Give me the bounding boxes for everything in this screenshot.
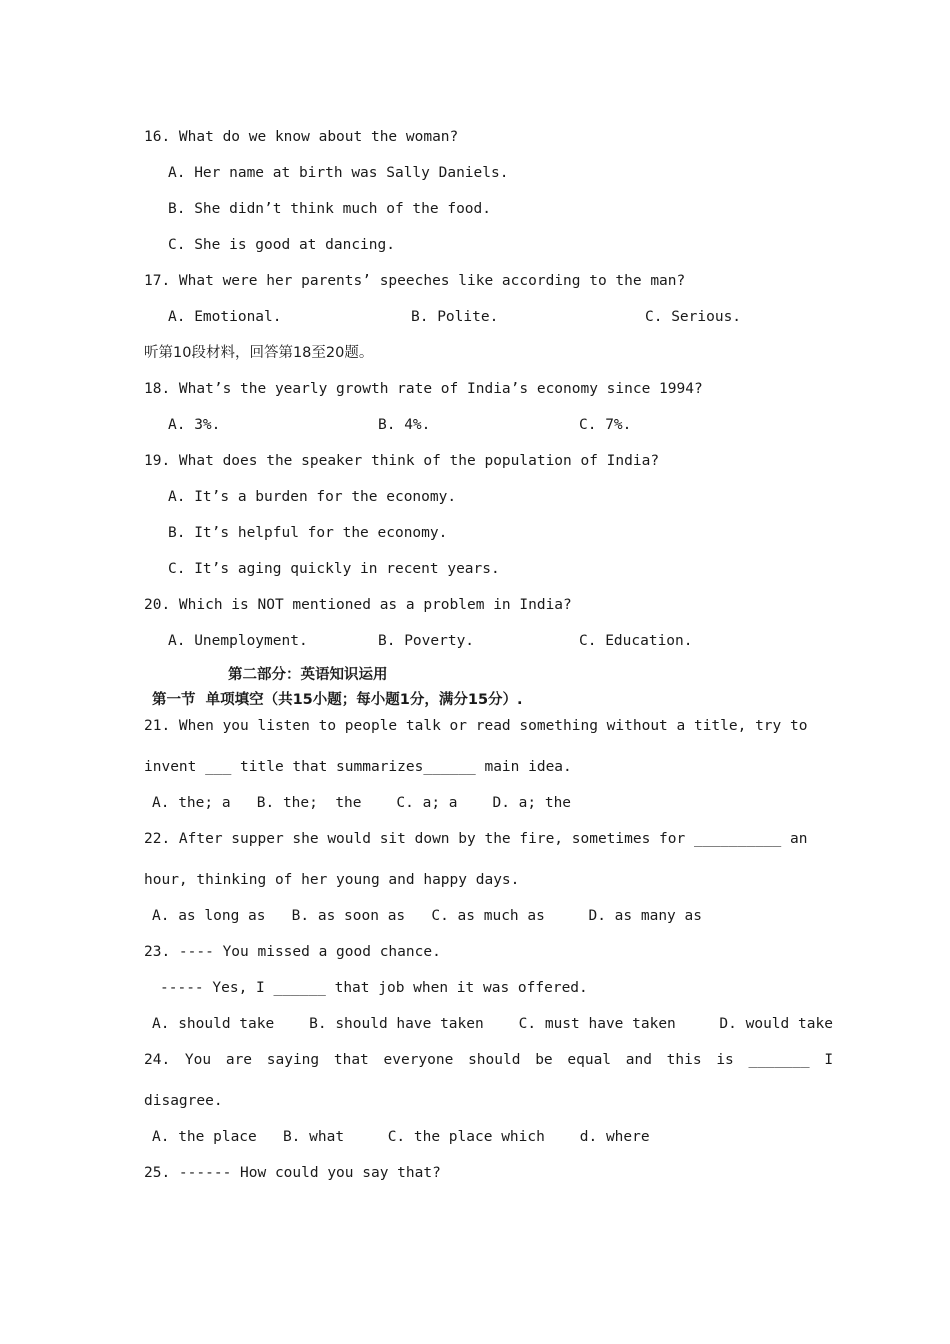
question-23-options: A. should take B. should have taken C. must have taken D. would take (152, 1016, 833, 1032)
question-17-option-c: C. Serious. (645, 309, 742, 325)
question-19-option-c: C. It’s aging quickly in recent years. (168, 561, 500, 577)
question-18-option-c: C. 7%. (579, 417, 632, 433)
question-16-option-a: A. Her name at birth was Sally Daniels. (168, 165, 509, 181)
part-2-title: 第二部分：英语知识运用 (228, 667, 388, 683)
section-1-title: 第一节 单项填空（共15小题；每小题1分，满分15分）. (152, 692, 523, 708)
question-17-stem: 17. What were her parents’ speeches like according to the man? (144, 273, 686, 289)
question-23-line-2: ----- Yes, I ______ that job when it was offered. (160, 980, 588, 996)
question-20-option-b: B. Poverty. (378, 633, 475, 649)
question-21-options: A. the; a B. the; the C. a; a D. a; the (152, 795, 572, 811)
question-24-options: A. the place B. what C. the place which d. where (152, 1129, 650, 1145)
question-22-stem-line-2: hour, thinking of her young and happy days. (144, 872, 520, 888)
question-24-stem-line-2: disagree. (144, 1093, 223, 1109)
question-17-option-a: A. Emotional. (168, 309, 282, 325)
question-18-option-a: A. 3%. (168, 417, 221, 433)
question-20-option-a: A. Unemployment. (168, 633, 308, 649)
question-18-option-b: B. 4%. (378, 417, 431, 433)
question-16-option-b: B. She didn’t think much of the food. (168, 201, 492, 217)
question-18-stem: 18. What’s the yearly growth rate of India’s economy since 1994? (144, 381, 703, 397)
question-20-stem: 20. Which is NOT mentioned as a problem in India? (144, 597, 572, 613)
question-25-line-1: 25. ------ How could you say that? (144, 1165, 441, 1181)
question-23-line-1: 23. ---- You missed a good chance. (144, 944, 441, 960)
question-24-stem-line-1: 24. You are saying that everyone should be equal and this is _______ I (144, 1052, 834, 1068)
question-21-stem-line-1: 21. When you listen to people talk or read something without a title, try to (144, 718, 808, 734)
question-21-stem-line-2: invent ___ title that summarizes______ main idea. (144, 759, 572, 775)
question-20-option-c: C. Education. (579, 633, 693, 649)
question-19-stem: 19. What does the speaker think of the population of India? (144, 453, 660, 469)
question-16-option-c: C. She is good at dancing. (168, 237, 395, 253)
question-19-option-b: B. It’s helpful for the economy. (168, 525, 448, 541)
question-22-options: A. as long as B. as soon as C. as much as D. as many as (152, 908, 702, 924)
question-22-stem-line-1: 22. After supper she would sit down by the fire, sometimes for __________ an (144, 831, 808, 847)
section-10-instruction: 听第10段材料，回答第18至20题。 (144, 345, 374, 361)
question-19-option-a: A. It’s a burden for the economy. (168, 489, 457, 505)
question-17-option-b: B. Polite. (411, 309, 499, 325)
question-16-stem: 16. What do we know about the woman? (144, 129, 459, 145)
